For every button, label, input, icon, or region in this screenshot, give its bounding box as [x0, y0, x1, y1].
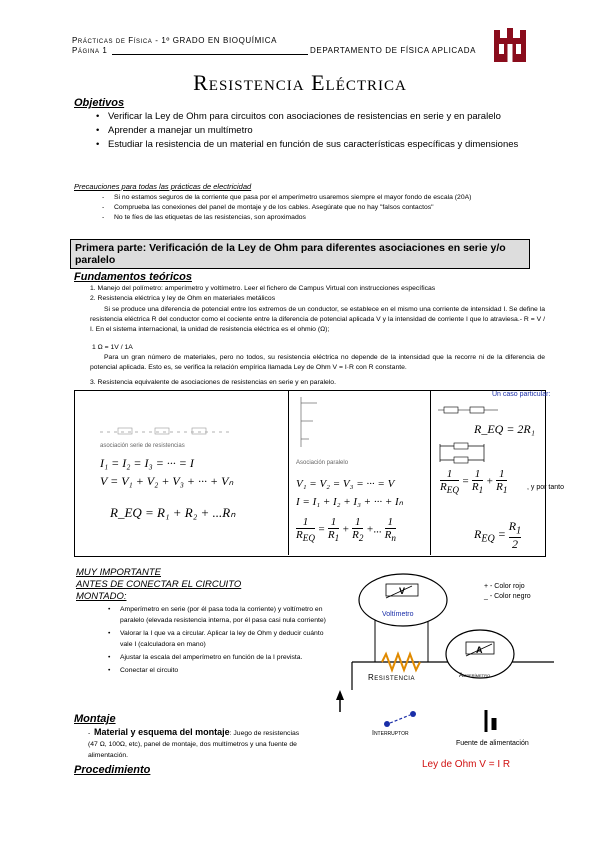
amperimetro-symbol: A: [476, 645, 483, 655]
parallel-resistance-formula: $\frac{1}{R_{EQ}}$ = $\frac{1}{R_1}$ + $\frac{1}{R_2}$ +... $\frac{1}{R_n}$: [296, 516, 396, 544]
list-item: • Ajustar la escala del amperímetro en función de la I prevista.: [120, 652, 330, 663]
interruptor-label: Interruptor: [372, 730, 409, 737]
importante-line3: MONTADO:: [76, 591, 127, 602]
color-rojo-label: + - Color rojo: [484, 583, 525, 590]
fundamentos-unit: 1 Ω = 1V / 1A: [92, 344, 133, 351]
precauciones-heading: Precauciones para todas las prácticas de electricidad: [74, 182, 252, 191]
parallel-voltage-formula: V₁ = V₂ = V₃ = ··· = V: [296, 478, 395, 490]
objetivos-heading: Objetivos: [74, 97, 125, 109]
university-logo: [490, 26, 530, 64]
caso-particular-label: Un caso particular:: [492, 391, 551, 398]
voltimetro-label: Voltímetro: [382, 611, 414, 618]
primera-parte-band: Primera parte: Verificación de la Ley de Ohm para diferentes asociaciones en serie y/o paralelo: [70, 239, 530, 269]
parallel-circuit-sketch: [295, 395, 325, 450]
header-line1: Prácticas de Física - 1º GRADO EN BIOQUÍMICA: [72, 36, 278, 45]
objetivos-list: [94, 110, 568, 152]
precauciones-list: [100, 193, 574, 223]
formula-divider-2: [430, 390, 431, 555]
fundamentos-heading: Fundamentos teóricos: [74, 271, 192, 283]
procedimiento-heading: Procedimiento: [74, 764, 151, 776]
list-item: - No te fíes de las etiquetas de las resistencias, son aproximados: [114, 213, 574, 223]
ley-ohm-label: Ley de Ohm V = I R: [422, 759, 511, 770]
color-negro-label: _ - Color negro: [484, 593, 531, 600]
importante-line2: ANTES DE CONECTAR EL CIRCUITO: [76, 579, 242, 590]
series-current-formula: I₁ = I₂ = I₃ = ··· = I: [100, 456, 194, 470]
series-circuit-sketch: [100, 422, 230, 440]
header-page: Página 1: [72, 46, 108, 55]
list-item: - Si no estamos seguros de la corriente que pasa por el amperímetro usaremos siempre el mayor fondo de escala (20A): [114, 193, 574, 203]
circuit-diagram: [320, 562, 560, 762]
list-item: • Aprender a manejar un multímetro: [108, 124, 568, 138]
fuente-label: Fuente de alimentación: [456, 740, 529, 747]
series-caption: asociación serie de resistencias: [100, 443, 185, 449]
caso-series-formula: R_EQ = 2R₁: [474, 422, 535, 436]
montaje-heading: Montaje: [74, 713, 116, 725]
caso-parallel-formula: $\frac{1}{R_{EQ}}$ = $\frac{1}{R_1}$ + $\frac{1}{R_1}$: [440, 468, 508, 496]
series-voltage-formula: V = V₁ + V₂ + V₃ + ··· + Vₙ: [100, 474, 234, 488]
caso-portanto: , y por tanto: [527, 484, 564, 491]
series-resistance-formula: R_EQ = R₁ + R₂ + ...Rₙ: [110, 505, 236, 520]
importante-list: [106, 604, 330, 676]
list-item: • Valorar la I que va a circular. Aplicar la ley de Ohm y deducir cuánto vale I (calculadora en mano): [120, 628, 330, 650]
fundamentos-item1: 1. Manejo del polímetro: amperímetro y voltímetro. Leer el fichero de Campus Virtual con instrucciones específicas: [90, 285, 436, 292]
montaje-text: [88, 727, 310, 761]
voltimetro-symbol: V: [399, 586, 406, 596]
fundamentos-para1: Si se produce una diferencia de potencial entre los extremos de un conductor, se establece en el mismo una corriente de intensidad I. Se define la resistencia eléctrica R del conductor como el cociente entre la diferencia de potencial aplicada V y la intensidad de corriente I que lo atraviesa.- R = V / I. En el sistema internacional, la unidad de resistencia eléctrica es el ohmio (Ω);: [90, 306, 545, 333]
montaje-dash: -: [88, 730, 95, 737]
fundamentos-item3: 3. Resistencia equivalente de asociaciones de resistencias en serie y en paralelo.: [90, 379, 336, 386]
header-department: DEPARTAMENTO DE FÍSICA APLICADA: [310, 46, 477, 55]
list-item: • Estudiar la resistencia de un material en función de sus características específicas y dimensiones: [108, 138, 568, 152]
amperimetro-label: Amperímetro: [459, 673, 491, 679]
header-rule: [112, 54, 308, 55]
caso-series-sketch: [438, 398, 498, 414]
importante-line1: MUY IMPORTANTE: [76, 567, 161, 578]
list-item: • Conectar el circuito: [120, 665, 330, 676]
resistencia-label: Resistencia: [368, 673, 415, 682]
parallel-current-formula: I = I₁ + I₂ + I₃ + ··· + Iₙ: [296, 496, 404, 508]
caso-parallel-sketch: [438, 440, 488, 466]
caso-result-formula: $R_{EQ}$ = $\frac{R_1}{2}$: [474, 519, 522, 552]
parallel-caption: Asociación paralelo: [296, 460, 349, 466]
fundamentos-para2: Para un gran número de materiales, pero no todos, su resistencia eléctrica no depende de la intensidad que la recorre ni de la diferencia de potencial aplicada. Esto es, se verifica la relación empírica llamada Ley de Ohm V = I·R con R constante.: [90, 354, 545, 371]
page-title: Resistencia Eléctrica: [193, 70, 407, 95]
list-item: • Amperímetro en serie (por él pasa toda la corriente) y voltímetro en paralelo (elevada resistencia interna, por él pasa casi nula corriente): [120, 604, 330, 626]
montaje-bold: Material y esquema del montaje: [94, 727, 230, 737]
montaje-description: : Juego de resistencias (47 Ω, 100Ω, etc), panel de montaje, dos multímetros y una fuente de alimentación.: [88, 730, 300, 759]
list-item: • Verificar la Ley de Ohm para circuitos con asociaciones de resistencias en serie y en paralelo: [108, 110, 568, 124]
fundamentos-item2: 2. Resistencia eléctrica y ley de Ohm en materiales metálicos: [90, 295, 276, 302]
formula-divider-1: [288, 390, 289, 555]
list-item: - Comprueba las conexiones del panel de montaje y de los cables. Asegúrate que no hay "falsos contactos": [114, 203, 574, 213]
